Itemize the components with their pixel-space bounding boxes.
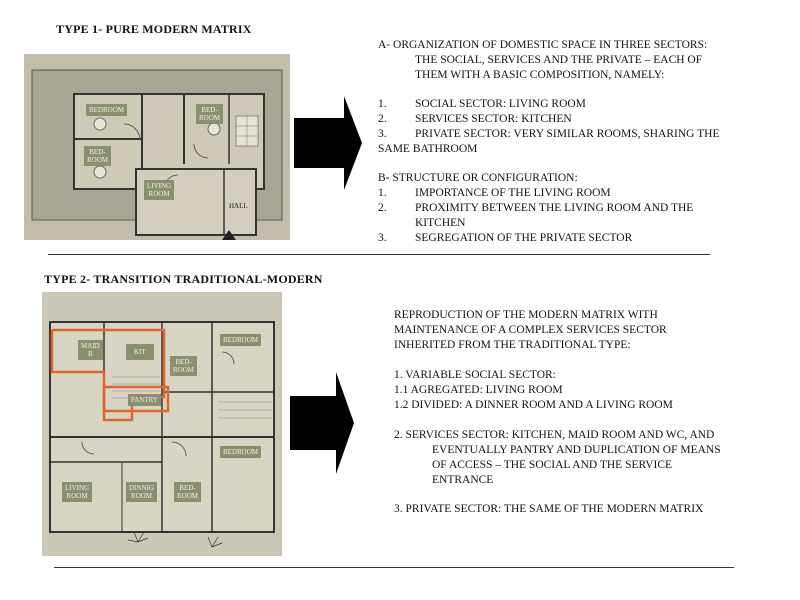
type1-plan-drawing (24, 54, 290, 240)
type2-services-line3: OF ACCESS – THE SOCIAL AND THE SERVICE (432, 459, 673, 471)
type1-sectionA-item2: SERVICES SECTOR: KITCHEN (415, 113, 572, 125)
type1-sectionB-item3: SEGREGATION OF THE PRIVATE SECTOR (415, 232, 633, 244)
type2-services-line2: EVENTUALLY PANTRY AND DUPLICATION OF MEANS (432, 444, 721, 456)
type1-room-bedroom: BEDROOM (86, 104, 127, 116)
type2-arrow-icon (290, 372, 354, 474)
type1-sectionB-title: B- STRUCTURE OR CONFIGURATION: (378, 172, 578, 184)
type1-sectionA-item3-cont: SAME BATHROOM (378, 143, 478, 155)
type1-sectionA-item1: SOCIAL SECTOR: LIVING ROOM (415, 98, 586, 110)
type2-intro-line2: MAINTENANCE OF A COMPLEX SERVICES SECTOR (394, 324, 667, 336)
type2-room-pantry: PANTRY (128, 394, 161, 406)
type2-private-line: 3. PRIVATE SECTOR: THE SAME OF THE MODERN MATRIX (394, 503, 704, 515)
type2-room-living: LIVING ROOM (62, 482, 92, 502)
type1-sectionB-item3-num: 3. (378, 232, 387, 244)
divider-top (48, 254, 710, 255)
type2-room-bedroom-right: BED- ROOM (170, 356, 197, 376)
type1-sectionB-item2-num: 2. (378, 202, 387, 214)
type2-social-line1: 1. VARIABLE SOCIAL SECTOR: (394, 369, 556, 381)
type2-heading: TYPE 2- TRANSITION TRADITIONAL-MODERN (44, 272, 323, 286)
type2-intro-line1: REPRODUCTION OF THE MODERN MATRIX WITH (394, 309, 658, 321)
type1-room-bedroom-2: BED- ROOM (196, 104, 223, 124)
type2-services-line1: 2. SERVICES SECTOR: KITCHEN, MAID ROOM AND WC, AND (394, 429, 715, 441)
type1-sectionB-item2-cont: KITCHEN (415, 217, 466, 229)
type1-room-hall: HALL (229, 202, 248, 210)
divider-bottom (54, 567, 734, 568)
type1-sectionA-item2-num: 2. (378, 113, 387, 125)
type2-room-kitchen: KIT (126, 344, 154, 360)
type1-sectionB-item1: IMPORTANCE OF THE LIVING ROOM (415, 187, 611, 199)
type2-services-line4: ENTRANCE (432, 474, 494, 486)
type1-sectionA-line2: THE SOCIAL, SERVICES AND THE PRIVATE – EACH OF (415, 54, 703, 66)
type2-room-bedroom-top-right: BEDROOM (220, 334, 261, 346)
type1-sectionA-item3-num: 3. (378, 128, 387, 140)
type1-floor-plan (24, 54, 290, 240)
type1-sectionB-item2: PROXIMITY BETWEEN THE LIVING ROOM AND THE (415, 202, 694, 214)
type1-sectionA-item3: PRIVATE SECTOR: VERY SIMILAR ROOMS, SHARING THE (415, 128, 720, 140)
type1-sectionA-item1-num: 1. (378, 98, 387, 110)
type1-heading: TYPE 1- PURE MODERN MATRIX (56, 22, 252, 36)
type1-sectionA-line3: THEM WITH A BASIC COMPOSITION, NAMELY: (415, 69, 665, 81)
type2-social-line3: 1.2 DIVIDED: A DINNER ROOM AND A LIVING ROOM (394, 399, 673, 411)
type2-plan-drawing (42, 292, 282, 556)
type1-sectionA-line1: A- ORGANIZATION OF DOMESTIC SPACE IN THREE SECTORS: (378, 39, 708, 51)
type2-social-line2: 1.1 AGREGATED: LIVING ROOM (394, 384, 563, 396)
type2-floor-plan (42, 292, 282, 556)
type1-room-living: LIVING ROOM (144, 180, 174, 200)
type2-intro-line3: INHERITED FROM THE TRADITIONAL TYPE: (394, 339, 631, 351)
type1-arrow-icon (294, 96, 362, 190)
type2-room-bedroom-bottom: BED- ROOM (174, 482, 201, 502)
type1-room-bedroom-3: BED- ROOM (84, 146, 111, 166)
type2-room-maid: MAID B (78, 340, 103, 360)
type2-room-bedroom-mid-right: BEDROOM (220, 446, 261, 458)
type1-sectionB-item1-num: 1. (378, 187, 387, 199)
type2-room-dinning: DINNIG ROOM (126, 482, 157, 502)
